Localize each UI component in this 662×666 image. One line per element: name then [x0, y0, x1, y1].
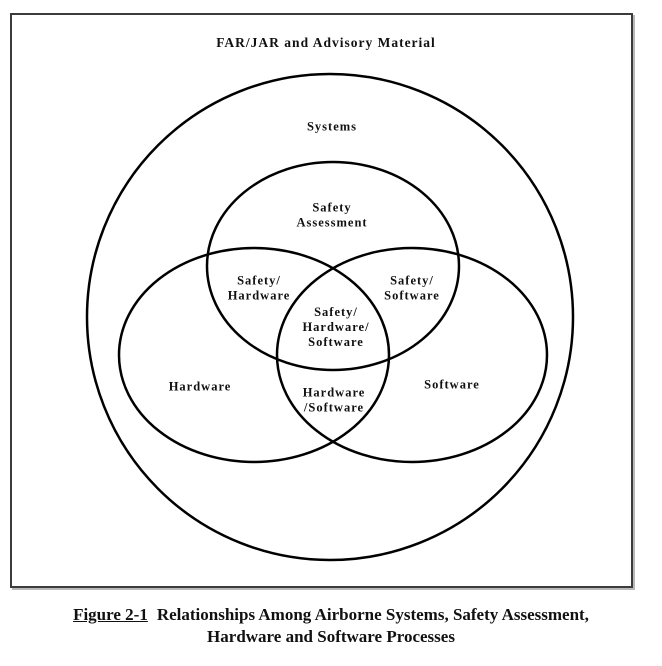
label-safety-software-line1: Safety/	[390, 273, 434, 288]
label-hardware: Hardware	[168, 379, 232, 394]
label-systems: Systems	[306, 119, 358, 134]
label-safety-hardware-line1: Safety/	[237, 273, 281, 288]
label-safety-hardware	[228, 273, 291, 303]
label-safety-assessment	[296, 200, 367, 230]
figure-header-label: FAR/JAR and Advisory Material	[216, 35, 436, 50]
label-safety-hardware-line2: Hardware	[227, 288, 291, 302]
label-safety-assessment-line1: Safety	[312, 200, 352, 215]
label-software: Software	[424, 377, 480, 392]
figure-number: Figure 2-1	[73, 605, 148, 624]
label-safety-software-line2: Software	[384, 288, 440, 302]
label-hardware-software-line2: /Software	[303, 400, 365, 414]
label-safety-assessment-line2: Assessment	[296, 215, 368, 229]
figure-caption	[0, 604, 662, 648]
caption-line-1	[0, 604, 662, 626]
label-safety-hardware-software-line1: Safety/	[314, 304, 358, 319]
label-safety-hardware-software	[302, 305, 369, 349]
caption-title-line1: Relationships Among Airborne Systems, Safety Assessment,	[156, 605, 589, 624]
caption-title-line2: Hardware and Software Processes	[207, 627, 455, 646]
label-safety-hardware-software-line2: Hardware/	[302, 319, 370, 334]
label-hardware-software-line1: Hardware	[302, 385, 366, 400]
label-safety-hardware-software-line3: Software	[308, 334, 364, 349]
venn-diagram	[12, 15, 631, 586]
label-safety-software	[384, 273, 440, 303]
label-hardware-software	[303, 385, 366, 415]
figure-box	[10, 13, 633, 588]
